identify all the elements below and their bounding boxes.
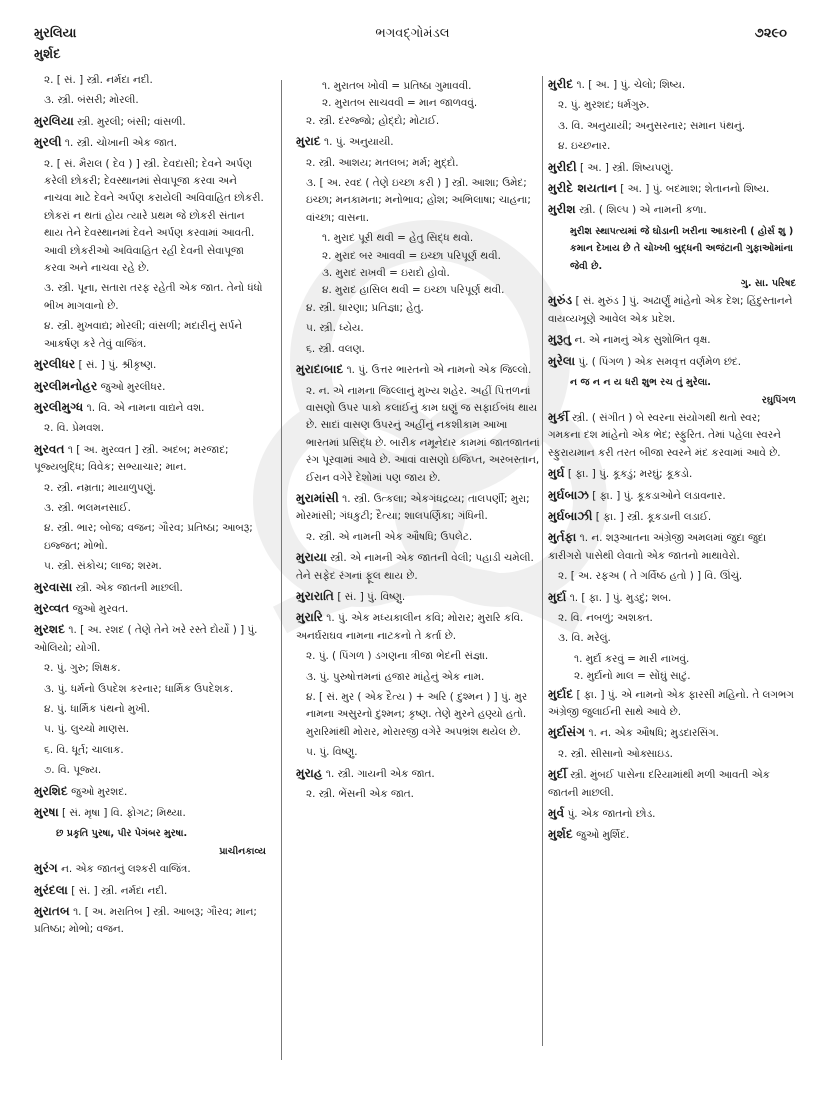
headword: મુરીદે શયતાન (548, 181, 617, 196)
headword: મુરૂતુ (548, 332, 572, 347)
dictionary-entry (296, 765, 540, 783)
dictionary-entry (34, 579, 266, 597)
idiom-usage: ૩. મુરાદ રાખવી = ઇરાદો હોવો. (322, 267, 450, 280)
definition-sense: ૨. સ્ત્રી. એ નામની એક ઔષધિ; ઉપલેટ. (306, 530, 473, 543)
headword: મુરશિદ (34, 783, 68, 798)
definition-sense: ૪. ઇચ્છનાર. (558, 140, 611, 153)
definition-sense: ૬. વિ. ધૂર્ત; ચાલાક. (44, 743, 124, 756)
dictionary-entry (296, 361, 540, 379)
definition-sense: ૨. સ્ત્રી. નમ્રતા; માયાળુપણું. (44, 481, 156, 494)
definition-text: [ ફા. ] પું. કૂકડું; મરઘું; કૂકડો. (564, 468, 693, 481)
definition-text: [ સં. મુરુંડ ] પું. અઢાર્ણું માંહેનો એક દેશ; હિંદુસ્તાનને વાયવ્યખૂણે આવેલ એક પ્રદેશ. (548, 295, 793, 325)
guide-word-second: મુર્શદ (34, 47, 61, 62)
definition-sense: ૨. વિ. પ્રેમવશ. (44, 422, 104, 435)
headword: મુરવત (34, 441, 65, 456)
headword: મુરાદ (296, 134, 321, 149)
headword: મુર્ઘબાઝી (548, 508, 593, 523)
definition-text: [ સં. ] સ્ત્રી. નર્મદા નદી. (67, 884, 168, 897)
dictionary-entry (34, 860, 266, 878)
dictionary-entry (296, 133, 540, 151)
definition-text: ૧. સ્ત્રી. ચોખાની એક જાત. (61, 137, 178, 150)
dictionary-entry (548, 724, 796, 742)
definition-sense: ૩. સ્ત્રી. ભલમનસાઈ. (44, 501, 131, 514)
headword: મુરાયા (296, 550, 327, 565)
headword: મુરાતબ (34, 904, 70, 919)
headword: મુરવ્વત (34, 600, 70, 615)
dictionary-entry (548, 409, 796, 462)
idiom-usage: ૨. મુરાતબ સાચવવી = માન જાળવવું. (322, 97, 478, 110)
headword: મુરીદી (548, 159, 577, 174)
dictionary-entry (548, 826, 796, 844)
page-number: ૭૨૯૦ (754, 26, 787, 41)
definition-sense: ૪. પું. ધાર્મિક પંથનો મુખી. (44, 703, 151, 715)
headword: મુરલીમુગ્ધ (34, 399, 84, 414)
definition-text: ૧. [ અ. રશદ ( તેણે તેને ખરે રસ્તે દોર્યો ) ] પું. ઓલિયો; યોગી. (34, 624, 258, 654)
definition-text: પું. ( પિંગળ ) એક સમવૃત્ત વર્ણમેળ છંદ. (575, 355, 742, 368)
dictionary-entry (34, 356, 266, 374)
definition-sense: ૩. સ્ત્રી. પૂના, સતારા તરફ રહેતી એક જાત. તેનો ધંધો ભીખ માગવાનો છે. (44, 282, 263, 312)
definition-text: જુઓ મુરશદ. (67, 785, 128, 798)
definition-text: ન. એક જાતનું લશ્કરી વાજિંત્ર. (57, 863, 191, 876)
definition-text: સ્ત્રી. મુરલી; બંસી; વાંસળી. (73, 115, 186, 128)
column-middle (296, 78, 540, 806)
dictionary-entry (34, 134, 266, 152)
definition-sense: ૨. ન. એ નામના જિલ્લાનું મુખ્ય શહેર. અહીં પિત્તળનાં વાસણો ઉપર પાકો કલાઈનું કામ ઘણું જ સફાઈબંધ થાય છે. સાદાં વાસણ ઉપરનું અહીંનું નકશીકામ આખા ભારતમાં પ્રસિદ્ધ છે. બારીક નમૂનેદાર કામમાં જાતજાતનાં રંગ પૂરવામાં આવે છે. આવાં વાસણો ઇજિપ્ત, અરબસ્તાન, ઈરાન વગેરે દેશોમાં પણ જાય છે. (306, 384, 540, 484)
definition-sense: ૩. વિ. મરેલું. (558, 632, 611, 645)
definition-text: [ સં. ] પું. વિષ્ણુ. (334, 590, 406, 603)
definition-text: ૧. [ અ. ] પું. ચેલો; શિષ્ય. (573, 79, 686, 91)
definition-sense: ૨. પું. મુરશદ; ધર્મગુરુ. (558, 99, 650, 112)
dictionary-entry (548, 508, 796, 526)
headword: મુરષા (34, 805, 59, 820)
dictionary-entry (34, 903, 266, 939)
headword: મુરામાંસી (296, 490, 339, 505)
definition-text: જુઓ મુર્શિદ. (572, 829, 630, 842)
quotation: મુરીશ સ્થાપત્યમાં જે ઘોડાની ખરીના આકારની ( હોર્સ શુ ) કમાન દેખાય છે તે ચોખ્ખી બુદ્ધની અજંટાની ગુફાઓમાંના જેવી છે. (570, 225, 794, 272)
dictionary-entry (296, 588, 540, 606)
headword: મુર્દી (548, 767, 567, 782)
definition-text: ૧. વિ. એ નામના વાદ્યને વશ. (83, 401, 205, 414)
definition-text: સ્ત્રી. ( સંગીત ) બે સ્વરના સંયોગથી થતો સ્વર; ગમકના દશ માંહેનો એક ભેદ; સ્ફુરિત. તેમાં પહેલા સ્વરને સ્ફુરાયમાન કરી તરત બીજા સ્વરને મંદ કરવામાં આવે છે. (548, 411, 781, 459)
dictionary-entry (34, 621, 266, 657)
definition-text: [ સં. મૃષા ] વિ. ફોગટ; મિથ્યા. (58, 807, 186, 820)
page-header (0, 26, 825, 48)
headword: મુરશદ (34, 622, 66, 637)
idiom-usage: ૧. મુરાદ પૂરી થવી = હેતુ સિદ્ધ થવો. (322, 232, 474, 245)
definition-sense: ૪. [ સં. મુર ( એક દૈત્ય ) + અરિ ( દુશ્મન ) ] પું. મુર નામના અસુરનો દુશ્મન; કૃષ્ણ. તેણે મુરને હણ્યો હતો. મુરારિમાંથી મોરાર, મોરારજી વગેરે અપભ્રંશ થયેલ છે. (306, 691, 528, 738)
idiom-usage: ૧. મુરાતબ ખોવી = પ્રતિષ્ઠા ગુમાવવી. (322, 80, 472, 92)
definition-sense: ૨. સ્ત્રી. આશય; મતલબ; મર્મ; મુદ્દો. (306, 156, 459, 169)
definition-text: ૧. ન. શરૂઆતના અંગ્રેજી અમલમાં જુદા જુદા કારીગરો પાસેથી લેવાતો એક જાતનો માથાવેરો. (548, 532, 767, 562)
dictionary-entry (548, 76, 796, 94)
definition-sense: ૩. પું. ધર્મનો ઉપદેશ કરનાર; ધાર્મિક ઉપદેશક. (44, 682, 234, 695)
definition-text: ૧. સ્ત્રી. ઉત્કલા; એકગંધદ્રવ્ય; તાલપર્ણી; મુરા; મોરમાંસી; ગંધકુટી; દૈત્યા; શાલપર્ણિકા; ગંધિની. (296, 492, 530, 523)
definition-text: [ ફા. ] સ્ત્રી. કૂકડાની લડાઈ. (592, 510, 712, 523)
headword: મુરાદાબાદ (296, 362, 344, 377)
definition-sense: ૨. [ સં. મૈરાલ ( દેવ ) ] સ્ત્રી. દેવદાસી; દેવને અર્પણ કરેલી છોકરી; દેવસ્થાનમાં સેવાપૂજા કરવા અને નાચવા માટે દેવને અર્પણ કરાયેલી અવિવાહિત છોકરી. છોકરાં ન થતાં હોય ત્યારે પ્રથમ જે છોકરી સંતાન થાય તેને દેવસ્થાનમાં દેવને અર્પણ કરવામાં આવતી. આવી છોકરીઓ અવિવાહિત રહી દેવની સેવાપૂજા કરવા અને નાચવા રહે છે. (44, 157, 264, 275)
headword: મુરાહ (296, 765, 323, 780)
quotation-source: રઘુપિંગળ (761, 394, 796, 406)
definition-sense: ૫. સ્ત્રી. ધ્યેય. (306, 322, 364, 335)
definition-text: પું. એક જાતનો છોડ. (564, 808, 656, 821)
dictionary-entry (548, 180, 796, 198)
book-title: ભગવદ્ગોમંડલ (375, 26, 450, 41)
definition-text: [ ફા. ] પું. એ નામનો એક ફારસી મહિનો. તે લગભગ અંગ્રેજી જુલાઈની સાથે આવે છે. (548, 688, 794, 718)
definition-sense: ૨. સ્ત્રી. સીસાનો ઓક્સાઇડ. (558, 747, 673, 760)
dictionary-entry (548, 159, 796, 177)
definition-sense: ૩. વિ. અનુયાયી; અનુસરનાર; સમાન પંથનું. (558, 119, 746, 132)
headword: મુરલીમનોહર (34, 378, 98, 393)
definition-text: ૧. [ ફા. ] પું. મુડદું; શબ. (566, 591, 672, 604)
quotation: ન જ ન ન ય ધરી શુભ રચ તું મુરેલા. (570, 377, 711, 389)
definition-text: ૧. [ અ. મરાતિબ ] સ્ત્રી. આબરૂ; ગૌરવ; માન; પ્રતિષ્ઠા; મોભો; વજન. (34, 906, 257, 936)
dictionary-entry (34, 113, 266, 131)
headword: મુર્દાસંગ (548, 725, 586, 740)
definition-text: સ્ત્રી. એક જાતની માછલી. (72, 581, 183, 594)
dictionary-entry (34, 399, 266, 417)
column-left (34, 72, 266, 942)
definition-sense: ૬. સ્ત્રી. વલણ. (306, 342, 365, 355)
dictionary-entry (548, 331, 796, 349)
headword: મુર્દા (548, 589, 567, 604)
definition-text: ૧. પું. અનુયાયી. (320, 136, 394, 149)
headword: મુર્વ (548, 806, 565, 821)
dictionary-entry (34, 600, 266, 618)
definition-text: ૧. સ્ત્રી. ગાયની એક જાત. (322, 767, 435, 780)
dictionary-entry (34, 783, 266, 801)
headword: મુરારિ (296, 610, 323, 625)
headword: મુર્દાદ (548, 686, 574, 701)
headword: મુર્કી (548, 409, 569, 424)
definition-text: [ ફા. ] પું. કૂકડાઓને લડાવનાર. (588, 489, 726, 502)
dictionary-entry (34, 441, 266, 477)
definition-sense: ૪. સ્ત્રી. ધારણા; પ્રતિજ્ઞા; હેતુ. (306, 301, 424, 314)
column-divider (281, 80, 282, 1060)
dictionary-entry (296, 609, 540, 645)
definition-sense: ૪. સ્ત્રી. ભાર; બોજ; વજન; ગૌરવ; પ્રતિષ્ઠા; આબરૂ; ઇજ્જત; મોભો. (44, 522, 253, 552)
dictionary-entry (548, 589, 796, 607)
definition-text: સ્ત્રી. એ નામની એક જાતની વેલી; પહાડી ચમેલી. તેને સફેદ રંગનાં ફૂલ થાય છે. (296, 552, 534, 582)
dictionary-entry (548, 201, 796, 219)
definition-text: ૧. પું. ઉત્તર ભારતનો એ નામનો એક જિલ્લો. (343, 364, 532, 377)
definition-sense: ૩. સ્ત્રી. બંસરી; મોરલી. (44, 94, 139, 107)
definition-sense: ૨. વિ. નબળું; અશક્ત. (558, 611, 653, 624)
headword: મુરલી (34, 135, 62, 150)
headword: મુરલિયા (34, 113, 74, 128)
headword: મુર્શદ (548, 827, 573, 842)
definition-text: જુઓ મુરલીધર. (97, 380, 166, 393)
idiom-usage: ૨. મુરાદ બર આવવી = ઇચ્છા પરિપૂર્ણ થવી. (322, 249, 501, 262)
headword: મુરલીધર (34, 357, 76, 372)
definition-text: ૧. ન. એક ઔષધિ; મુડદારસિંગ. (585, 727, 719, 740)
guide-word-left: મુરલિયા (34, 26, 77, 41)
headword: મુર્ઘ (548, 466, 565, 481)
headword: મુર્તફા (548, 530, 577, 545)
definition-text: [ સં. ] પું. શ્રીકૃષ્ણ. (75, 359, 157, 372)
dictionary-entry (548, 353, 796, 371)
headword: મુરંદલા (34, 882, 68, 897)
headword: મુરીશ (548, 202, 576, 217)
idiom-usage: ૨. મુર્દાનો માલ = સોંઘું સાટું. (574, 670, 691, 683)
headword: મુરીદ (548, 77, 574, 91)
definition-text: ન. એ નામનું એક સુશોભિત વૃક્ષ. (571, 334, 711, 347)
definition-sense: ૭. વિ. પૂજ્ય. (44, 764, 102, 777)
dictionary-entry (548, 766, 796, 802)
definition-text: જુઓ મુરવત. (69, 602, 129, 615)
dictionary-entry (296, 549, 540, 585)
dictionary-entry (548, 292, 796, 328)
definition-sense: ૪. સ્ત્રી. મુખવાદ્ય; મોરલી; વાંસળી; મદારીનું સર્પને આકર્ષણ કરે તેવું વાજિંત્ર. (44, 320, 243, 350)
column-right (548, 76, 796, 848)
quotation-source: પ્રાચીનકાવ્ય (219, 845, 266, 857)
definition-sense: ૨. પું. ( પિંગળ ) ડગણના ત્રીજા ભેદની સંજ્ઞા. (306, 650, 489, 663)
idiom-usage: ૧. મુર્દા કરવું = મારી નાખવું. (574, 652, 690, 665)
dictionary-entry (548, 805, 796, 823)
dictionary-entry (548, 487, 796, 505)
column-divider (542, 76, 543, 1046)
dictionary-entry (296, 490, 540, 526)
definition-sense: ૨. સ્ત્રી. દરજ્જો; હોદ્દો; મોટાઈ. (306, 114, 440, 127)
headword: મુર્ઘબાઝ (548, 487, 589, 502)
definition-sense: ૨. [ અ. રફઅ ( તે ગર્વિષ્ઠ હતો ) ] વિ. ઊંચું. (558, 570, 743, 583)
headword: મુરુંડ (548, 293, 573, 308)
dictionary-entry (548, 686, 796, 722)
dictionary-entry (548, 529, 796, 565)
quotation-source: ગુ. સા. પરિષદ (740, 278, 796, 290)
headword: મુરવાસા (34, 579, 73, 594)
dictionary-entry (34, 882, 266, 900)
definition-sense: ૫. સ્ત્રી. સંકોચ; લાજ; શરમ. (44, 560, 162, 573)
definition-text: [ અ. ] સ્ત્રી. શિષ્યપણું. (576, 161, 674, 174)
quotation: છ પ્રકૃતિ પુરષા, પીર પેગંબર મુરષા. (56, 828, 188, 840)
definition-sense: ૩. પું. પુરુષોત્તમનાં હજાર માંહેનું એક નામ. (306, 670, 485, 683)
definition-sense: ૫. પું. વિષ્ણુ. (306, 746, 358, 759)
dictionary-entry (34, 804, 266, 822)
definition-text: [ અ. ] પું. બદમાશ; શેતાનનો શિષ્ય. (616, 183, 770, 196)
headword: મુરેલા (548, 353, 576, 368)
definition-text: સ્ત્રી. ( શિલ્પ ) એ નામની કળા. (575, 204, 707, 217)
dictionary-entry (34, 378, 266, 396)
definition-sense: ૨. પું. ગુરુ; શિક્ષક. (44, 662, 121, 675)
definition-text: સ્ત્રી. મુંબઈ પાસેના દરિયામાંથી મળી આવતી એક જાતની માછલી. (548, 769, 770, 799)
definition-text: ૧ [ અ. મુરવ્વત ] સ્ત્રી. અદબ; મરજાદ; પૂજ્યબુદ્ધિ; વિવેક; સભ્યાચાર; માન. (34, 443, 229, 474)
definition-sense: ૨. [ સં. ] સ્ત્રી. નર્મદા નદી. (44, 74, 153, 86)
headword: મુરારાતિ (296, 588, 335, 603)
definition-sense: ૩. [ અ. રવદ ( તેણે ઇચ્છા કરી ) ] સ્ત્રી. આશા; ઉમેદ; ઇચ્છા; મનકામના; મનોભાવ; હોંશ; અભિલાષા; ચાહના; વાંચ્છા; વાસના. (306, 177, 531, 224)
headword: મુરંગ (34, 861, 58, 876)
dictionary-entry (548, 465, 796, 483)
idiom-usage: ૪. મુરાદ હાસિલ થવી = ઇચ્છા પરિપૂર્ણ થવી. (322, 284, 505, 297)
definition-text: ૧. પું. એક મધ્યકાલીન કવિ; મોરાર; મુરારિ કવિ. અનર્ઘરાઘવ નામના નાટકનો તે કર્તા છે. (296, 612, 524, 642)
definition-sense: ૨. સ્ત્રી. ભેંસની એક જાત. (306, 788, 414, 801)
definition-sense: ૫. પું. લુચ્ચો માણસ. (44, 723, 130, 736)
